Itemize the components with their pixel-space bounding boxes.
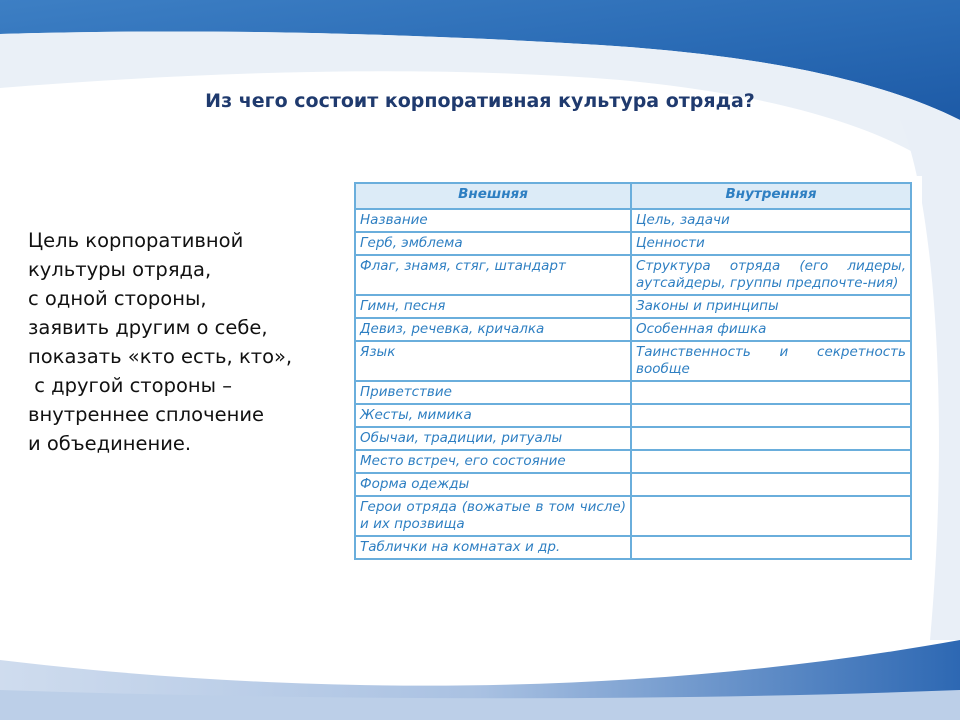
cell-external: Таблички на комнатах и др. — [355, 536, 631, 559]
body-line: показать «кто есть, кто», — [28, 345, 293, 368]
table-row — [355, 255, 911, 295]
body-line: внутреннее сплочение — [28, 403, 265, 426]
cell-internal — [631, 404, 911, 427]
cell-external: Девиз, речевка, кричалка — [355, 318, 631, 341]
cell-internal — [631, 427, 911, 450]
table-row — [355, 295, 911, 318]
cell-external: Флаг, знамя, стяг, штандарт — [355, 255, 631, 295]
cell-external: Название — [355, 209, 631, 232]
cell-external: Гимн, песня — [355, 295, 631, 318]
cell-external: Обычаи, традиции, ритуалы — [355, 427, 631, 450]
table-panel — [342, 176, 922, 632]
table-row — [355, 404, 911, 427]
table-row — [355, 427, 911, 450]
body-line: и объединение. — [28, 432, 192, 455]
cell-external: Жесты, мимика — [355, 404, 631, 427]
cell-internal — [631, 536, 911, 559]
cell-internal — [631, 450, 911, 473]
culture-table — [354, 182, 912, 560]
table-row — [355, 381, 911, 404]
table-row — [355, 536, 911, 559]
table-row — [355, 318, 911, 341]
body-text — [28, 226, 328, 458]
cell-external: Герб, эмблема — [355, 232, 631, 255]
body-line: с другой стороны – — [28, 374, 232, 397]
cell-internal: Особенная фишка — [631, 318, 911, 341]
cell-internal: Ценности — [631, 232, 911, 255]
cell-external: Форма одежды — [355, 473, 631, 496]
body-line: Цель корпоративной — [28, 229, 244, 252]
header-internal: Внутренняя — [631, 183, 911, 209]
cell-external: Приветствие — [355, 381, 631, 404]
cell-internal: Законы и принципы — [631, 295, 911, 318]
table-row — [355, 450, 911, 473]
table-row — [355, 209, 911, 232]
cell-internal — [631, 496, 911, 536]
cell-internal: Структура отряда (его лидеры, аутсайдеры, группы предпочте-ния) — [631, 255, 911, 295]
body-line: с одной стороны, — [28, 287, 207, 310]
cell-external: Герои отряда (вожатые в том числе) и их прозвища — [355, 496, 631, 536]
cell-internal — [631, 473, 911, 496]
header-external: Внешняя — [355, 183, 631, 209]
cell-internal: Таинственность и секретность вообще — [631, 341, 911, 381]
body-line: культуры отряда, — [28, 258, 212, 281]
table-header-row — [355, 183, 911, 209]
cell-external: Язык — [355, 341, 631, 381]
cell-internal — [631, 381, 911, 404]
cell-external: Место встреч, его состояние — [355, 450, 631, 473]
table-row — [355, 232, 911, 255]
cell-internal: Цель, задачи — [631, 209, 911, 232]
table-row — [355, 496, 911, 536]
slide-title: Из чего состоит корпоративная культура отряда? — [205, 90, 755, 112]
table-row — [355, 341, 911, 381]
body-line: заявить другим о себе, — [28, 316, 268, 339]
table-row — [355, 473, 911, 496]
